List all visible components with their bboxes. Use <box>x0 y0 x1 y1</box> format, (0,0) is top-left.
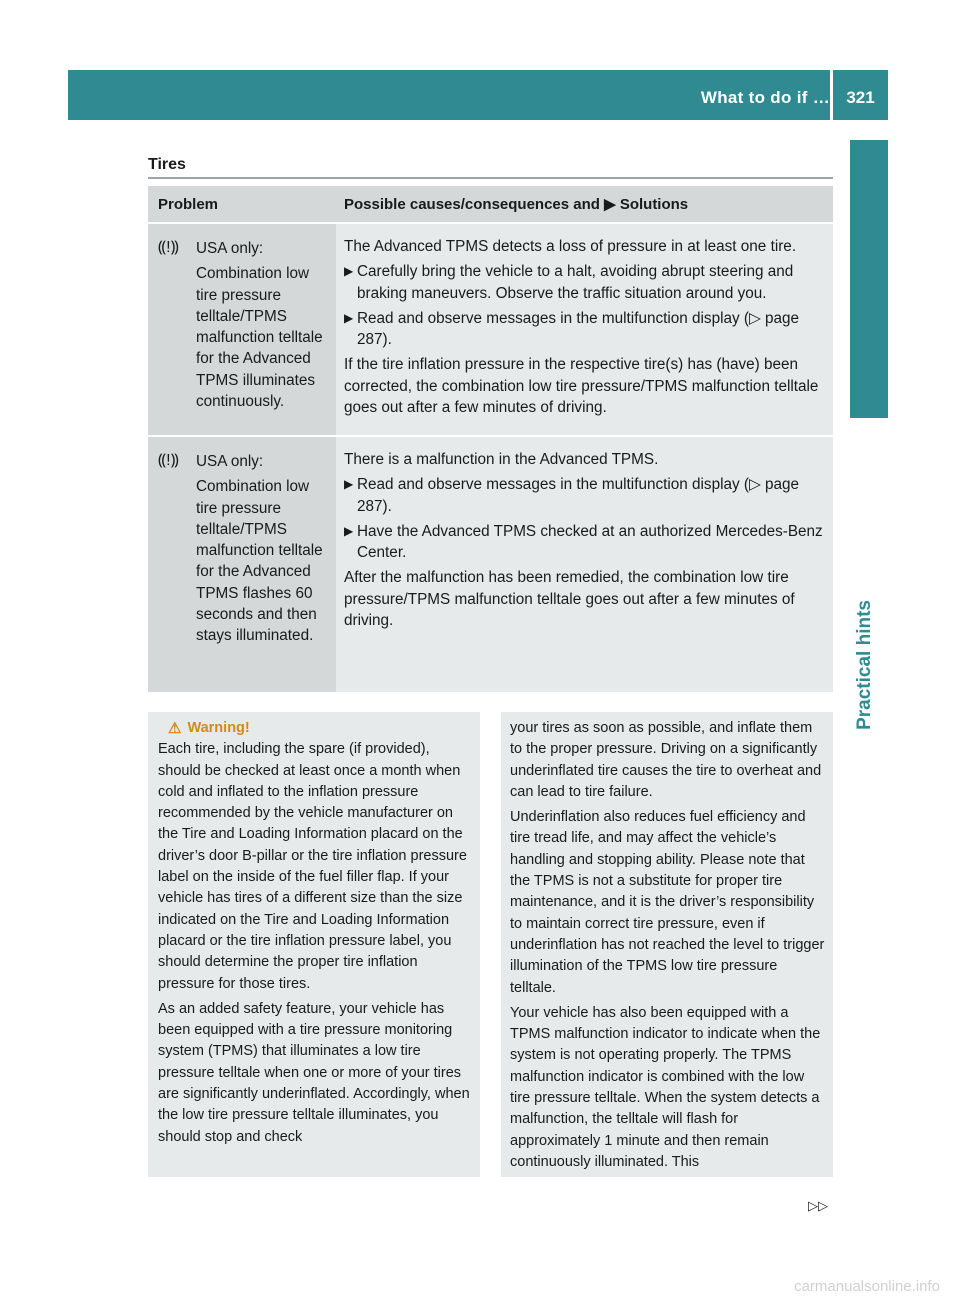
causes-cell <box>336 437 833 692</box>
section-divider <box>148 177 833 179</box>
section-side-label: Practical hints <box>854 600 875 730</box>
cause-intro: The Advanced TPMS detects a loss of pressure in at least one tire. <box>344 238 797 255</box>
cause-outro: If the tire inflation pressure in the respective tire(s) has (have) been corrected, the combination low tire pressure/TPMS malfunction telltale goes out after a few minutes of driving. <box>344 356 819 417</box>
solution-step <box>344 261 825 304</box>
solution-step <box>344 474 825 517</box>
continued-icon: ▷▷ <box>808 1198 828 1213</box>
tires-table <box>148 186 833 692</box>
problem-scope: USA only: <box>196 453 264 470</box>
step-arrow-icon: ▶ <box>344 310 354 325</box>
table-row <box>148 224 833 435</box>
cause-intro: There is a malfunction in the Advanced TPMS. <box>344 451 659 468</box>
table-row <box>148 437 833 692</box>
step-arrow-icon: ▶ <box>344 264 354 279</box>
side-tab <box>850 140 888 418</box>
warning-title: Warning! <box>187 720 250 736</box>
watermark: carmanualsonline.info <box>794 1278 940 1295</box>
header-problem: Problem <box>158 195 219 213</box>
chapter-title: What to do if … <box>700 88 830 107</box>
problem-description: Combination low tire pressure telltale/TPMS malfunction telltale for the Advanced TPMS illuminates continuously. <box>196 265 323 411</box>
warning-box <box>148 712 480 1177</box>
problem-scope: USA only: <box>196 240 264 257</box>
step-arrow-icon: ▶ <box>344 523 354 538</box>
header-causes: Possible causes/consequences and ▶ Solutions <box>344 196 689 213</box>
body-paragraph: your tires as soon as possible, and inflate them to the proper pressure. Driving on a significantly underinflated tire causes the tire to overheat and can lead to tire failure. <box>510 720 822 800</box>
solution-step <box>344 521 825 564</box>
section-title: Tires <box>148 156 186 173</box>
step-text: Read and observe messages in the multifunction display (▷ page 287). <box>357 476 800 515</box>
problem-cell <box>148 437 336 692</box>
solution-step <box>344 308 825 351</box>
page-number: 321 <box>846 88 875 107</box>
step-text: Have the Advanced TPMS checked at an authorized Mercedes-Benz Center. <box>357 522 823 562</box>
warning-heading <box>158 718 472 739</box>
tire-pressure-warning-icon: ⸨!⸩ <box>158 452 179 469</box>
problem-description: Combination low tire pressure telltale/TPMS malfunction telltale for the Advanced TPMS flashes 60 seconds and then stays illuminated. <box>196 478 323 645</box>
step-arrow-icon: ▶ <box>344 477 354 492</box>
table-header <box>148 186 833 222</box>
causes-cell <box>336 224 833 435</box>
body-paragraph: Underinflation also reduces fuel efficiency and tire tread life, and may affect the vehicle’s handling and stopping ability. Please note that the TPMS is not a substitute for proper tire maintenance, and it is the driver’s responsibility to maintain correct tire pressure, even if underinflation has not reached the level to trigger illumination of the TPMS low tire pressure telltale. <box>510 809 825 996</box>
warning-triangle-icon: ⚠ <box>168 720 182 737</box>
warning-paragraph: As an added safety feature, your vehicle has been equipped with a tire pressure monitoring system (TPMS) that illuminates a low tire pressure telltale when one or more of your tires are significantly underinflated. Accordingly, when the low tire pressure telltale illuminates, you should stop and check <box>158 1000 470 1145</box>
cause-outro: After the malfunction has been remedied, the combination low tire pressure/TPMS malfunction telltale goes out after a few minutes of driving. <box>344 569 795 630</box>
problem-cell <box>148 224 336 435</box>
step-text: Carefully bring the vehicle to a halt, avoiding abrupt steering and braking maneuvers. Observe the traffic situation around you. <box>357 263 794 302</box>
warning-paragraph: Each tire, including the spare (if provided), should be checked at least once a month when cold and inflated to the inflation pressure recommended by the vehicle manufacturer on the Tire and Loading Information placard on the driver’s door B-pillar or the tire inflation pressure label on the inside of the fuel filler flap. If your vehicle has tires of a different size than the size indicated on the Tire and Loading Information placard or the tire inflation pressure label, you should determine the proper tire inflation pressure for those tires. <box>158 741 467 992</box>
tire-pressure-warning-icon: ⸨!⸩ <box>158 239 179 256</box>
warning-continuation <box>501 712 833 1177</box>
step-text: Read and observe messages in the multifunction display (▷ page 287). <box>357 309 800 349</box>
body-paragraph: Your vehicle has also been equipped with a TPMS malfunction indicator to indicate when the system is not operating properly. The TPMS malfunction indicator is combined with the low tire pressure telltale. When the system detects a malfunction, the telltale will flash for approximately 1 minute and then remain continuously illuminated. This <box>510 1004 821 1170</box>
